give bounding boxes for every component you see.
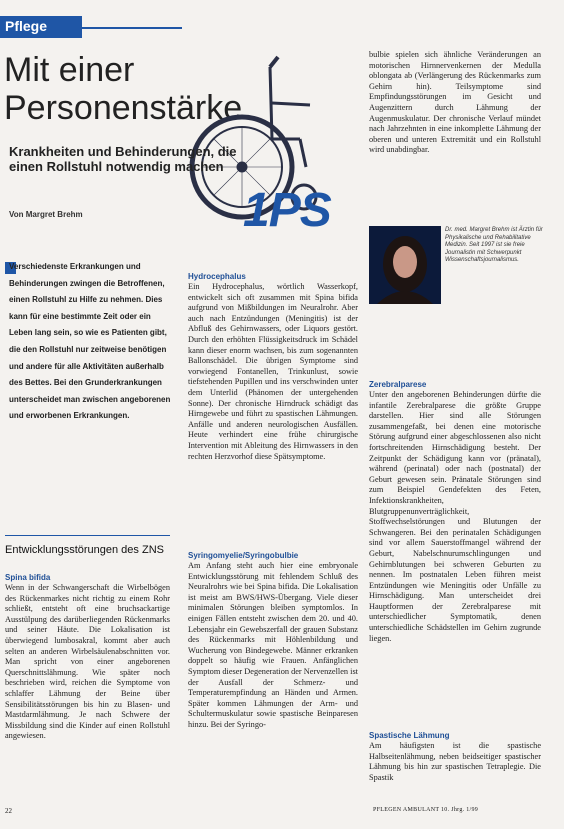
subheading-spastische-laehmung: Spastische Lähmung (369, 731, 450, 740)
subheading-syringomyelie: Syringomyelie/Syringobulbie (188, 551, 299, 560)
subtitle: Krankheiten und Behinderungen, die einen Rollstuhl notwendig machen (9, 144, 237, 174)
body-text-spina-bifida: Wenn in der Schwangerschaft die Wirbelbögen des Rückenmarkes nicht richtig zu einem Rohr schließt, entsteht oft eine bruchsackartige Ausstülpung des darüberliegenden Rückenmarks und seiner Häute. Die Lokalisation ist überwiegend lumbosakral, kommt aber auch selten an anderen Wirbelsäulenabschnitten vor. Man spricht von einer angeborenen Querschnittslähmung. Wie später noch beschrieben wird, reichen die Symptome von schlaffer Lähmung der Beine über Sensibilitätsstörungen bis hin zu Blasen- und Mastdarmlähmung. Je nach Schwere der Missbildung sind die Kinder auf einen Rollstuhl angewiesen. (5, 583, 170, 741)
header-rule (82, 27, 182, 29)
subheading-spina-bifida: Spina bifida (5, 573, 51, 582)
title-line-1: Mit einer (4, 51, 135, 89)
portrait-illustration (369, 226, 441, 304)
page-number: 22 (5, 807, 12, 815)
section-label: Pflege (5, 18, 48, 34)
body-text-syringobulbie: bulbie spielen sich ähnliche Veränderungen an motorischen Hirnnervenkernen der Medulla oblongata ab (Verlängerung des Rückenmarks zum Gehirn hin). Teilsymptome sind Empfindungsstörungen im Gesicht und Augenzittern durch Lähmung der Augenmuskulatur. Der chronische Verlauf mündet nach Jahrzehnten in eine inkomplette Lähmung der oberen und unteren Extremität und ein Rollstuhl wird unabdingbar. (369, 50, 541, 155)
body-text-spastische-laehmung: Am häufigsten ist die spastische Halbseitenlähmung, neben beidseitiger spastischer Lähmung bis hin zur spastischen Tetraplegie. Die Spastik (369, 741, 541, 782)
body-text-zerebralparese: Unter den angeborenen Behinderungen dürfte die infantile Zerebralparese die größte Gruppe darstellen. Hier sind alle Störungen zusammengefaßt, bei denen eine motorische Störung aufgrund einer abgeschlossenen also nicht fortschreitenden Hirnschädigung besteht. Der Zeitpunkt der Schädigung kann vor (pränatal), während (perinatal) oder nach (postnatal) der Geburt gewesen sein. Pränatale Störungen sind zum Beispiel Gendefekten des Feten, Infektionskrankheiten, Blutgruppenunverträglichkeit, Stoffwechselstörungen und Blutungen der Schwangeren. Bei den perinatalen Schädigungen sind vor allem Sauerstoffmangel während der Geburt, Nabelschnurumschlingungen und Gehirnblutungen bei schweren Geburten zu nennen. Im postnatalen Leben führen meist Entzündungen wie Meningitis oder Unfälle zu Hirnschädigung. Man unterscheidet drei Hauptformen der Zerebralparese mit unterschiedlicher Symptomatik, denen unterschiedliche Schädstellen im Gehirn zugrunde liegen. (369, 390, 541, 643)
author-photo (369, 226, 441, 304)
lead-paragraph: Verschiedenste Erkrankungen und Behinderungen zwingen die Betroffenen, einen Rollstuhl zu Hilfe zu nehmen. Dies kann für eine bestimmte Zeit oder ein Leben lang sein, so wie es Patienten gibt, die den Rollstuhl nur zeitweise benötigen und andere für alle Aktivitäten außerhalb des Bettes. Bei den Grunderkrankungen unterscheidet man zwischen angeborenen und erworbenen Erkrankungen. (9, 262, 171, 421)
photo-caption: Dr. med. Margret Brehm ist Ärztin für Physikalische und Rehabilitative Medizin. Seit 1997 ist sie freie Journalistin mit Schwerpunkt Wissenschaftsjournalismus. (445, 227, 543, 263)
footer-source: PFLEGEN AMBULANT 10. Jhrg. 1/99 (373, 807, 479, 813)
subheading-hydrocephalus: Hydrocephalus (188, 272, 246, 281)
logo-1ps: 1PS (243, 184, 331, 237)
section-tag (0, 16, 82, 38)
body-text-syringomyelie: Am Anfang steht auch hier eine embryonale Entwicklungsstörung mit fehlendem Schluß des Neuralrohrs wie bei Spina bifida. Die Lokalisation ist meist am BWS/HWS-Übergang. Viele dieser minimalen Störungen bleiben symptomlos. In einigen Fällen entsteht zwischen dem 20. und 40. Lebensjahr ein Gewebszerfall der grauen Substanz des Rückenmarks mit Höhlenbildung und Wucherung von Bindegewebe. Männer erkranken doppelt so häufig wie Frauen. Anfänglichen Symptom dieser Degeneration der Nervenzellen ist der Ausfall der Schmerz- und Temperaturempfindung an Händen und Armen. Später kommen Lähmungen der Arm- und Schultermuskulatur sowie spastische Beinparesen hinzu. Bei der Syringo- (188, 561, 358, 729)
body-text-hydrocephalus: Ein Hydrocephalus, wörtlich Wasserkopf, entwickelt sich oft zusammen mit Spina bifida aufgrund von Mißbildungen im Neuralrohr. Aber auch nach Entzündungen (Meningitis) ist der Abfluß des Gehirnwassers, oder Liquors gestört. Durch den erhöhten Flüssigkeitsdruck im Schädel kann dieser enorm wachsen, bis zum sogenannten Ballonschädel. Die übrigen Symptome sind vorwiegend Fontanellen, Trinkunlust, sowie tiefstehenden Pupillen und ins verschwinden unter dem Unterlid (Phänomen der untergehenden Sonne). Der chronische Hirndruck schädigt das Hirngewebe und führt zu spastischen Lähmungen. Anfälle und anderen neurologischen Ausfällen. Heute verhindert eine frühe chirurgische Intervention mit Ableitung des Hirnwassers in den rechten Herzvorhof diese Spätsymptome. (188, 282, 358, 461)
section-rule (5, 535, 170, 536)
subheading-zerebralparese: Zerebralparese (369, 380, 427, 389)
section-heading: Entwicklungsstörungen des ZNS (5, 544, 164, 556)
author-byline: Von Margret Brehm (9, 210, 83, 219)
title-line-2: Personenstärke (4, 89, 243, 127)
